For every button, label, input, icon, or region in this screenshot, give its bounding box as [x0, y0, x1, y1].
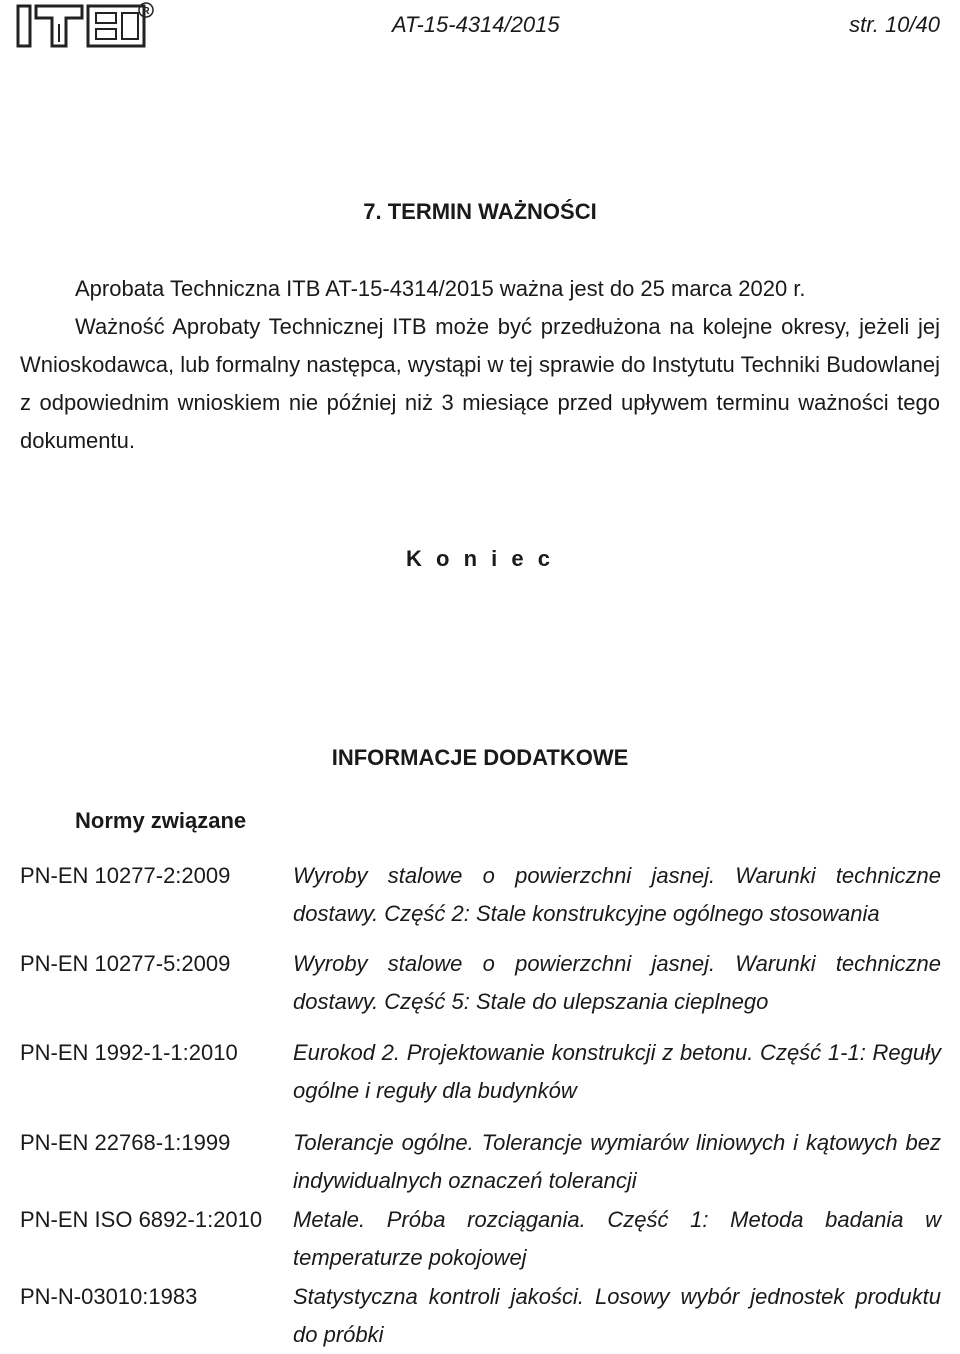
norm-description: Wyroby stalowe o powierzchni jasnej. Warunki techniczne dostawy. Część 2: Stale konstrukcyjne ogólnego stosowania — [293, 863, 941, 926]
norm-code: PN-EN 1992-1-1:2010 — [20, 1040, 238, 1065]
section-title: 7. TERMIN WAŻNOŚCI — [363, 199, 597, 224]
norm-description: Tolerancje ogólne. Tolerancje wymiarów liniowych i kątowych bez indywidualnych oznaczeń tolerancji — [293, 1130, 941, 1193]
itb-logo — [16, 2, 156, 50]
extension-paragraph: Ważność Aprobaty Technicznej ITB może być przedłużona na kolejne okresy, jeżeli jej Wnioskodawca, lub formalny następca, wystąpi w tej sprawie do Instytutu Techniki Budowlanej z odpowiednim wnioskiem nie później niż 3 miesiące przed upływem terminu ważności tego dokumentu. — [20, 314, 940, 453]
svg-text:R: R — [142, 6, 150, 17]
registered-mark-icon — [139, 3, 153, 17]
norms-heading: Normy związane — [75, 808, 247, 833]
end-marker: K o n i e c — [406, 546, 554, 571]
additional-info-title: INFORMACJE DODATKOWE — [331, 745, 629, 770]
page-number: str. 10/40 — [849, 12, 940, 37]
norm-description: Statystyczna kontroli jakości. Losowy wybór jednostek produktu do próbki — [293, 1284, 941, 1347]
norm-code: PN-EN 10277-2:2009 — [20, 863, 231, 888]
norm-description: Metale. Próba rozciągania. Część 1: Metoda badania w temperaturze pokojowej — [293, 1207, 941, 1270]
norm-code: PN-EN ISO 6892-1:2010 — [20, 1207, 263, 1232]
norm-code: PN-EN 22768-1:1999 — [20, 1130, 231, 1155]
norm-description: Eurokod 2. Projektowanie konstrukcji z betonu. Część 1-1: Reguły ogólne i reguły dla budynków — [293, 1040, 941, 1103]
validity-paragraph: Aprobata Techniczna ITB AT-15-4314/2015 ważna jest do 25 marca 2020 r. — [75, 276, 806, 301]
norm-code: PN-N-03010:1983 — [20, 1284, 198, 1309]
norm-code: PN-EN 10277-5:2009 — [20, 951, 231, 976]
document-id: AT-15-4314/2015 — [392, 12, 560, 37]
norm-description: Wyroby stalowe o powierzchni jasnej. Warunki techniczne dostawy. Część 5: Stale do ulepszania cieplnego — [293, 951, 941, 1014]
